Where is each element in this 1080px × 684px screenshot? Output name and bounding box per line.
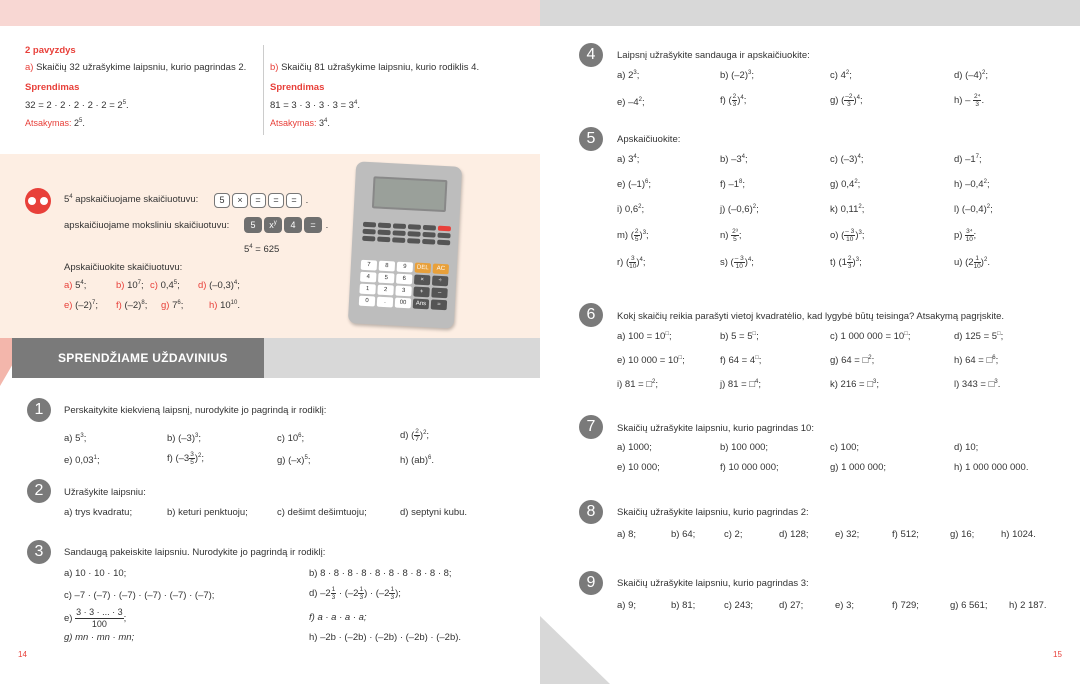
exercise-1-number: 1 (27, 398, 51, 422)
ex4-d: d) $(-4)^2$; (954, 69, 988, 81)
ex5-n: n) $\frac{\text{2³}}{5}$ ; (720, 228, 742, 243)
calc-task: Apskaičiuokite skaičiuotuvu: (64, 262, 183, 273)
ex6-c: c) 1 000 000 = 10□; (830, 330, 911, 342)
ex5-a: a) $3^4$; (617, 153, 640, 165)
exercise-4-text: Laipsnį užrašykite sandauga ir apskaičiuokite: (617, 50, 810, 61)
ex2-d: d) septyni kubu. (400, 507, 468, 518)
ex2-a: a) trys kvadratu; (64, 507, 133, 518)
exercise-8-number: 8 (579, 500, 603, 524)
ex9-b: b) 81; (671, 600, 696, 611)
ex6-i: i) 81 = □$^2$; (617, 378, 659, 390)
exercise-9-text: Skaičių užrašykite laipsniu, kurio pagrindas 3: (617, 578, 809, 589)
ex4-c: c) $4^2$; (830, 69, 852, 81)
ex7-g: g) 1 000 000; (830, 462, 886, 473)
section-header-rest (264, 338, 540, 378)
ex5-r: r) ( $\frac{3}{10}$ )$^4$; (617, 255, 646, 270)
ex2-c: c) dešimt dešimtuoju; (277, 507, 367, 518)
ex6-b: b) 5 = 5□; (720, 330, 759, 342)
ex4-e: e) $-4^2$; (617, 96, 645, 108)
ex5-o: o) ( $\frac{- 3}{10}$ )$^3$; (830, 228, 865, 243)
ex3-f: f) a · a · a · a; (309, 612, 367, 623)
solution-label-b: Sprendimas (270, 82, 325, 93)
calc-items-row1: a) $5^4$; b) $10^7$; c) $0,4^5$; d) $(-0,3)^4$; (64, 279, 240, 291)
example-b: b) Skaičių 81 užrašykime laipsniu, kurio rodiklis 4. (270, 62, 480, 73)
calc-result: $5^4 = 625$ (244, 243, 280, 255)
ex3-g: g) mn · mn · mn; (64, 632, 135, 643)
ex8-c: c) 2; (724, 529, 743, 540)
ex5-e: e) $(-1)^6$; (617, 178, 651, 190)
ex7-a: a) 1000; (617, 442, 652, 453)
ex6-g: g) 64 = □$^2$; (830, 354, 875, 366)
exercise-8-text: Skaičių užrašykite laipsniu, kurio pagrindas 2: (617, 507, 809, 518)
ex3-c: c) –7 · (–7) · (–7) · (–7) · (–7) · (–7); (64, 590, 215, 601)
ex6-e: e) 10 000 = 10□; (617, 354, 685, 366)
ex7-d: d) 10; (954, 442, 979, 453)
ex7-c: c) 100; (830, 442, 860, 453)
exercise-4-number: 4 (579, 43, 603, 67)
ex5-k: k) 0,11$^2$; (830, 203, 865, 215)
ex5-t: t) (1 $\frac{2}{3}$ )$^3$; (830, 255, 862, 270)
calculator-badge-icon (25, 188, 51, 214)
ex6-j: j) 81 = □$^4$; (720, 378, 762, 390)
ex5-p: p) $\frac{\text{3⁴}}{10}$ ; (954, 228, 977, 243)
ex1-g: g) $(-x)^5$; (277, 454, 311, 466)
calc-items-row2: e) $(-2)^7$; f) $(-2)^8$; g) $7^6$; h) $10^{10}$. (64, 299, 240, 311)
exercise-7-text: Skaičių užrašykite laipsniu, kurio pagrindas 10: (617, 423, 814, 434)
exercise-5-number: 5 (579, 127, 603, 151)
ex5-m: m) ( $\frac{2}{5}$ )$^3$; (617, 228, 649, 243)
exercise-3-text: Sandaugą pakeiskite laipsniu. Nurodykite jo pagrindą ir rodiklį: (64, 547, 326, 558)
ex8-h: h) 1024. (1001, 529, 1036, 540)
ex9-h: h) 2 187. (1009, 600, 1047, 611)
ex6-a: a) 100 = 10□; (617, 330, 672, 342)
ex5-s: s) ( $\frac{- 3}{10}$ )$^4$; (720, 255, 754, 270)
ex1-c: c) $10^6$; (277, 432, 305, 444)
calculator-number-keys: 7 8 9 DEL AC 4 5 6 × ÷ 1 2 3 + – 0 . 00 Ans = (359, 260, 451, 311)
ex9-e: e) 3; (835, 600, 855, 611)
calculator-illustration (348, 161, 462, 328)
ex5-i: i) $0,6^2$; (617, 203, 645, 215)
solution-b: $81 = 3 \cdot 3 \cdot 3 \cdot 3 = 3^4$. (270, 99, 360, 111)
exercise-1-text: Perskaitykite kiekvieną laipsnį, nurodykite jo pagrindą ir rodiklį: (64, 405, 327, 416)
bottom-triangle (540, 616, 610, 684)
ex6-d: d) 125 = 5□; (954, 330, 1004, 342)
ex3-d: d) –2 $\frac{1}{3}$ · (–2 $\frac{1}{3}$ ) · (–2 $\frac{1}{3}$ ); (309, 586, 401, 601)
ex5-b: b) $-3^4$; (720, 153, 748, 165)
calc-line-1: $5^4$ apskaičiuojame skaičiuotuvu: (64, 193, 199, 205)
ex5-f: f) $-1^8$; (720, 178, 746, 190)
ex6-k: k) 216 = □$^3$; (830, 378, 879, 390)
ex9-f: f) 729; (892, 600, 919, 611)
ex9-g: g) 6 561; (950, 600, 988, 611)
section-title: SPRENDŽIAME UŽDAVINIUS (58, 351, 228, 365)
ex2-b: b) keturi penktuoju; (167, 507, 248, 518)
ex6-f: f) 64 = 4□; (720, 354, 762, 366)
ex9-d: d) 27; (779, 600, 804, 611)
ex8-b: b) 64; (671, 529, 696, 540)
answer-a: Atsakymas: $2^5$. (25, 118, 85, 128)
ex6-l: l) 343 = □$^3$. (954, 378, 1001, 390)
ex4-b: b) $(-2)^3$; (720, 69, 754, 81)
exercise-3-number: 3 (27, 540, 51, 564)
ex1-e: e) 0,03$^1$; (64, 454, 100, 466)
ex5-d: d) $-1^7$; (954, 153, 982, 165)
ex5-g: g) $0,4^2$; (830, 178, 861, 190)
ex7-b: b) 100 000; (720, 442, 769, 453)
calc-keys-2: 5 $x^y$ 4 = . (243, 217, 328, 233)
ex5-u: u) (2 $\frac{1}{10}$ )$^2$. (954, 255, 990, 270)
top-bar-right (540, 0, 1080, 26)
exercise-6-text: Kokį skaičių reikia parašyti vietoj kvadratėlio, kad lygybė būtų teisinga? Atsakymą pagrįskite. (617, 311, 1005, 322)
ex6-h: h) 64 = □$^6$; (954, 354, 999, 366)
ex8-g: g) 16; (950, 529, 975, 540)
ex4-f: f) ( $\frac{2}{3}$ )$^4$; (720, 93, 747, 108)
ex3-a: a) 10 · 10 · 10; (64, 568, 127, 579)
ex8-d: d) 128; (779, 529, 809, 540)
exercise-2-text: Užrašykite laipsniu: (64, 487, 146, 498)
ex8-e: e) 32; (835, 529, 860, 540)
ex4-a: a) $2^3$; (617, 69, 640, 81)
ex5-c: c) $(-3)^4$; (830, 153, 864, 165)
exercise-5-text: Apskaičiuokite: (617, 134, 681, 145)
ex1-b: b) $(-3)^3$; (167, 432, 201, 444)
page-number-right: 15 (1053, 650, 1062, 659)
ex1-h: h) (ab)$^6$. (400, 454, 434, 466)
calc-keys-1: 5 × = = = . (213, 193, 308, 208)
ex7-f: f) 10 000 000; (720, 462, 779, 473)
ex9-a: a) 9; (617, 600, 637, 611)
solution-label-a: Sprendimas (25, 82, 80, 93)
ex8-f: f) 512; (892, 529, 919, 540)
ex5-h: h) $-0,4^2$; (954, 178, 990, 190)
answer-b: Atsakymas: $3^4$. (270, 118, 330, 128)
ex3-b: b) 8 · 8 · 8 · 8 · 8 · 8 · 8 · 8 · 8 · 8; (309, 568, 452, 579)
exercise-9-number: 9 (579, 571, 603, 595)
solution-a: $32 = 2 \cdot 2 \cdot 2 \cdot 2 \cdot 2 = 2^5$. (25, 99, 129, 111)
exercise-2-number: 2 (27, 479, 51, 503)
calculator-keypad (362, 216, 451, 246)
ex7-h: h) 1 000 000 000. (954, 462, 1029, 473)
ex3-h: h) –2b · (–2b) · (–2b) · (–2b) · (–2b). (309, 632, 462, 643)
example-title: 2 pavyzdys (25, 45, 76, 56)
exercise-7-number: 7 (579, 415, 603, 439)
exercise-6-number: 6 (579, 303, 603, 327)
ex4-g: g) ( $\frac{-2}{3}$ )$^4$; (830, 93, 863, 108)
ex1-a: a) $5^3$; (64, 432, 87, 444)
top-bar-left (0, 0, 540, 26)
ex3-e: e) $\frac{3 \cdot 3 \cdot ... \cdot 3}{100}$ ; (64, 607, 127, 629)
ex8-a: a) 8; (617, 529, 637, 540)
example-divider (263, 45, 264, 135)
example-a: a) Skaičių 32 užrašykime laipsniu, kurio pagrindas 2. (25, 62, 247, 73)
ex9-c: c) 243; (724, 600, 754, 611)
ex5-j: j) $(-0,6)^2$; (720, 203, 759, 215)
page-number-left: 14 (18, 650, 27, 659)
ex1-f: f) (–3 $\frac{3}{5}$ )$^2$; (167, 451, 204, 466)
ex4-h: h) – $\frac{\text{2⁴}}{3}$ . (954, 93, 985, 108)
ex7-e: e) 10 000; (617, 462, 660, 473)
calc-line-2: apskaičiuojame moksliniu skaičiuotuvu: (64, 220, 230, 231)
calculator-screen (372, 176, 448, 212)
ex1-d: d) ( $\frac{2}{7}$ )$^2$; (400, 428, 430, 443)
ex5-l: l) $(-0,4)^2$; (954, 203, 993, 215)
